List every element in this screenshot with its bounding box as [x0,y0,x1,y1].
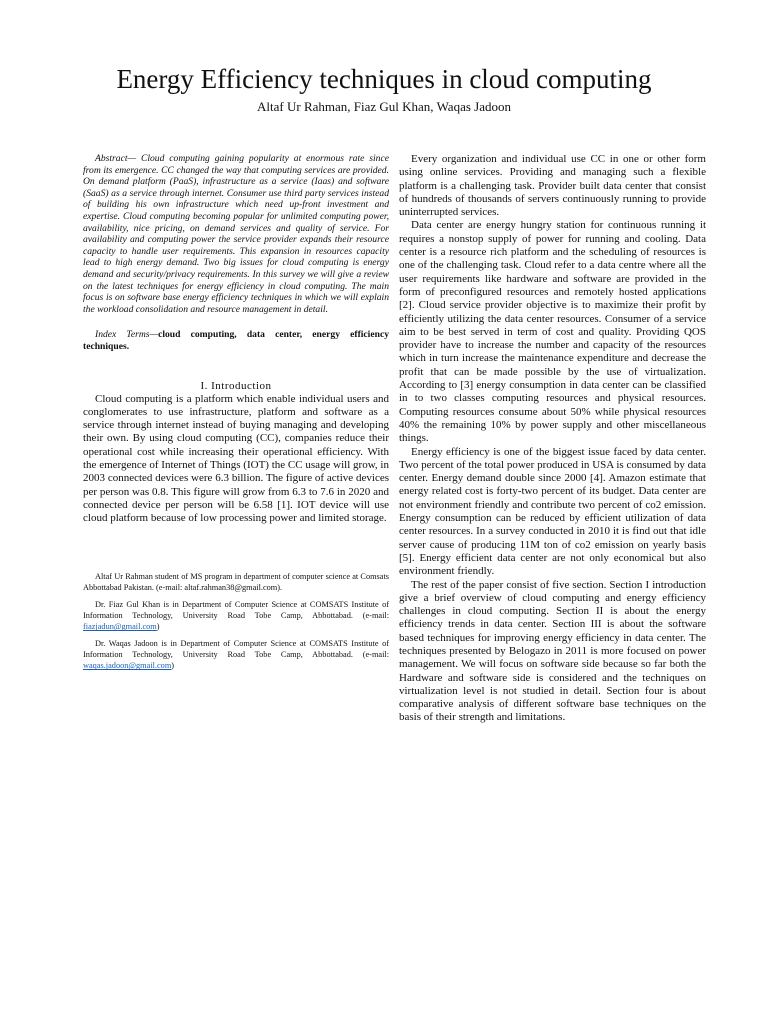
body-paragraph: Data center are energy hungry station for continuous running it requires a nonstop supply of power for running and cooling. Data center is a resource rich platform and the scheduling of resources is one of the challenging task. Cloud refer to a data centre where all the user requirements like hardware and software are provided in the form of preconfigured resources and remotely hosted applications [2]. Cloud service provider objective is to maximize their profit by efficiently utilizing the data center resources. Consumer of a service aim to be best served in term of cost and quality. Providing QOS provider have to increase the number and capacity of the resources which in turn increase the maintenance expenditure and decrease the profit that can be made possible by the use of virtualization. According to [3] energy consumption in data center can be classified in to two classes computing resources and physical resources. Computing resources consume about 50% while physical resources 40% the remaining 10% by power supply and other miscellaneous things. [399,219,706,445]
left-column [83,153,389,677]
body-paragraph: Cloud computing is a platform which enable individual users and conglomerates to use infrastructure, platform and software as a service through internet instead of buying managing and developing their own. By using cloud computing (CC), companies reduce their operational cost while increasing their operational efficiency. With the emergence of Internet of Things (IOT) the CC usage will grow, in 2003 connected devices were 6.3 billion. The figure of active devices per person was 0.8. This figure will grow from 6.3 to 7.6 in 2020 and connected device per person will be 6.58 [1]. IOT device will use cloud platform because of low processing power and limited storage. [83,392,389,525]
abstract: Abstract— Cloud computing gaining popularity at enormous rate since from its emergence. CC changed the way that computing services are provided. On demand platform (PaaS), infrastructure as a service (Iaas) and software (SaaS) as a service through internet. Consumer use third party services instead of building his own infrastructure which need up-front investment and expertise. Cloud computing becoming popular for unlimited computing power, availability, nice pricing, on demand services and quality of service. For availability and computing power the service provider expands their resource capacity to handle user requirements. This expansion in resources capacity lead to high energy demand. Two big issues for cloud computing is energy demand and security/privacy requirements. In this survey we will give a review on the latest techniques for energy efficiency in cloud computing. The main focus is on software base energy efficiency techniques in which we will explain the workload consolidation and resource management in detail. [83,153,389,315]
right-column [399,153,706,725]
footnote-author-2 [83,599,389,632]
author-footnotes [83,571,389,671]
body-paragraph: Energy efficiency is one of the biggest issue faced by data center. Two percent of the total power produced in USA is consumed by data center. Energy demand double since 2000 [4]. Amazon estimate that energy related cost is forty-two percent of its budget. Data center are not environment friendly and contribute two percent of co2 emission. Energy consumption can be reduced by efficient utilization of data center resources. In a survey conducted in 2010 it is find out that idle server cause of producing 11M ton of co2 emission on yearly basis [5]. Energy efficient data center are not only economical but also environment friendly. [399,445,706,578]
index-terms-label: Index Terms— [95,329,159,341]
index-terms-keywords: cloud computing, data center, energy efficiency techniques. [83,329,389,352]
body-paragraph: Every organization and individual use CC in one or other form using online services. Providing and managing such a flexible platform is a challenging task. Provider built data center that consist of hundreds of thousands of servers continuously running to provide uninterrupted services. [399,153,706,219]
email-link[interactable]: waqas.jadoon@gmail.com [83,661,172,671]
footnote-author-1 [83,571,389,593]
footnote-text: Altaf Ur Rahman student of MS program in department of computer science at Comsats Abbottabad Pakistan. (e-mail: altaf.rahman38@gmail.com). [83,572,389,593]
email-link[interactable]: fiazjadun@gmail.com [83,622,157,632]
body-paragraph: The rest of the paper consist of five section. Section I introduction give a brief overview of cloud computing and energy efficiency challenges in cloud computing. Section II is about the energy efficiency trends in data center. Section III is about the software based techniques for improving energy efficiency in data center. The techniques presented by Belogazo in 2011 is more focused on power management. We will focus on software side because so far both the Hardware and software side is considered and the techniques on virtualization level is not studied in detail. Section four is about comparative analysis of different software base techniques on the basis of their strength and limitations. [399,578,706,724]
footnote-text: Dr. Waqas Jadoon is in Department of Computer Science at COMSATS Institute of Information Technology, University Road Tobe Camp, Abbottabad. (e-mail: [83,639,389,660]
paper-title: Energy Efficiency techniques in cloud computing [116,64,652,94]
index-terms [83,329,389,352]
footnote-author-3 [83,638,389,671]
section-heading-introduction: I. Introduction [200,379,272,392]
author-list: Altaf Ur Rahman, Fiaz Gul Khan, Waqas Jadoon [257,99,511,114]
footnote-suffix: ) [171,661,175,671]
footnote-suffix: ) [156,622,160,632]
footnote-text: Dr. Fiaz Gul Khan is in Department of Computer Science at COMSATS Institute of Information Technology, University Road Tobe Camp, Abbottabad. (e-mail: [83,600,389,621]
